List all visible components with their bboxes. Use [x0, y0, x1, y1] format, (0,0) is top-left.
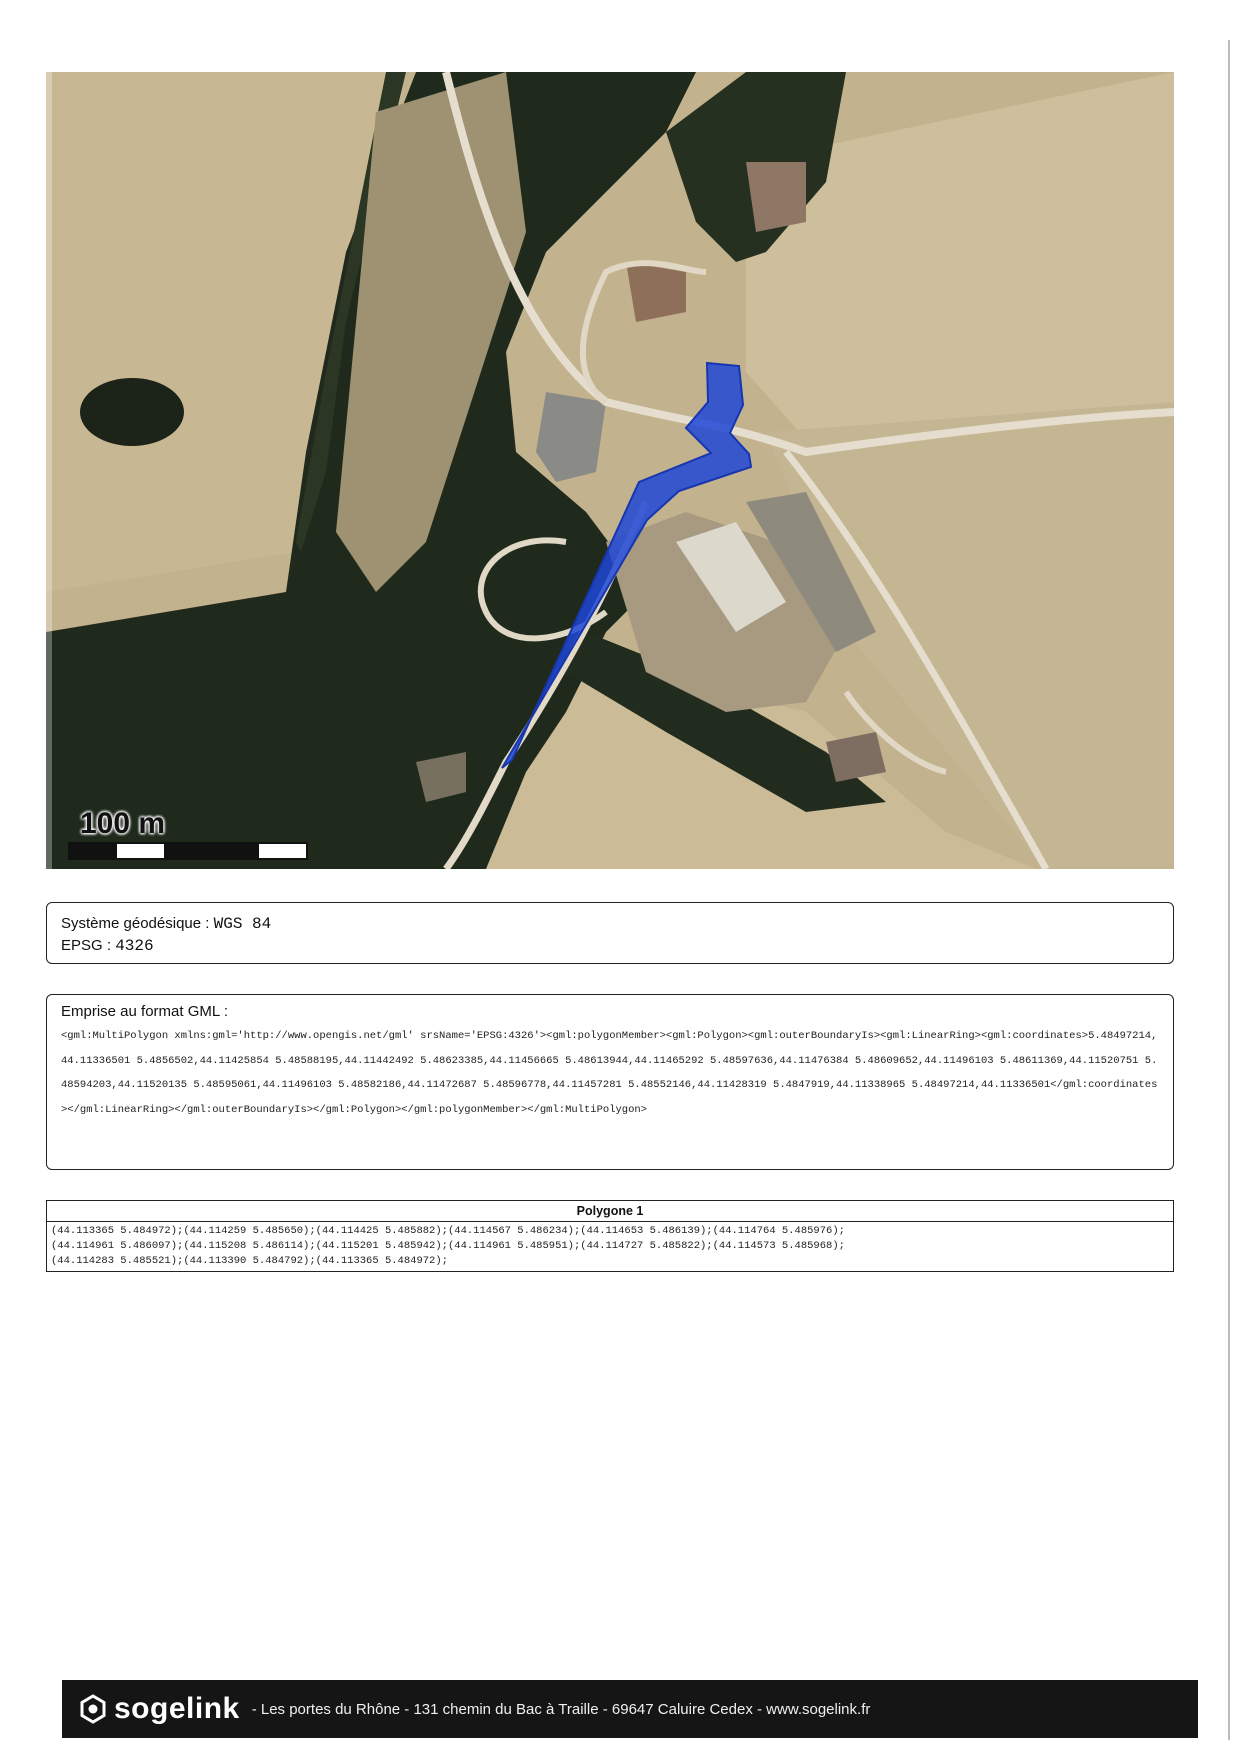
map-edge — [46, 72, 52, 869]
gml-box — [46, 994, 1174, 1170]
geodesic-info-box — [46, 902, 1174, 964]
footer-bar — [62, 1680, 1198, 1738]
scale-bar — [68, 842, 308, 860]
geodesic-system-label: Système géodésique : — [61, 915, 210, 932]
logo-text: sogelink — [114, 1692, 240, 1725]
polygon-row-1: (44.113365 5.484972);(44.114259 5.485650);(44.114425 5.485882);(44.114567 5.486234);(44.114653 5.486139);(44.114764 5.485976); — [51, 1225, 845, 1237]
map-canvas — [46, 72, 1174, 869]
footer-address: - Les portes du Rhône - 131 chemin du Bac à Traille - 69647 Caluire Cedex - www.sogelink.fr — [251, 1700, 871, 1718]
house-northeast — [746, 162, 806, 232]
polygon-table-header: Polygone 1 — [47, 1201, 1174, 1222]
page-edge-line — [1228, 40, 1230, 1740]
polygon-row-3: (44.114283 5.485521);(44.113390 5.484792);(44.113365 5.484972); — [51, 1255, 448, 1267]
sogelink-logo[interactable] — [78, 1692, 240, 1726]
sogelink-logo-icon — [78, 1694, 108, 1724]
house-north — [626, 262, 686, 322]
aerial-map[interactable] — [46, 72, 1174, 869]
polygon-table — [46, 1200, 1174, 1272]
table-row — [47, 1222, 1174, 1272]
gml-title: Emprise au format GML : — [61, 1003, 228, 1020]
geodesic-system-line — [61, 913, 1159, 935]
scale-label: 100 m — [80, 807, 166, 840]
polygon-row-2: (44.114961 5.486097);(44.115208 5.486114);(44.115201 5.485942);(44.114961 5.485951);(44.114727 5.485822);(44.114573 5.485968); — [51, 1240, 845, 1252]
gml-text: <gml:MultiPolygon xmlns:gml='http://www.opengis.net/gml' srsName='EPSG:4326'><gml:polygonMember><gml:Polygon><gml:outerBoundaryIs><gml:LinearRing><gml:coordinates>5.48497214,44.11336501 5.4856502,44.11425854 5.48588195,44.11442492 5.48623385,44.11456665 5.48613944,44.11465292 5.48597636,44.11476384 5.48609652,44.11496103 5.48611369,44.11520751 5.48594203,44.11520135 5.48595061,44.11496103 5.48582186,44.11472687 5.48596778,44.11457281 5.48552146,44.11428319 5.4847919,44.11338965 5.48497214,44.11336501</gml:coordinates></gml:LinearRing></gml:outerBoundaryIs></gml:Polygon></gml:polygonMember></gml:MultiPolygon> — [61, 1030, 1158, 1116]
geodesic-system-value: WGS 84 — [213, 915, 272, 933]
epsg-value: 4326 — [115, 937, 154, 955]
tree-clump — [80, 378, 184, 446]
epsg-line — [61, 935, 1159, 957]
epsg-label: EPSG : — [61, 937, 112, 954]
